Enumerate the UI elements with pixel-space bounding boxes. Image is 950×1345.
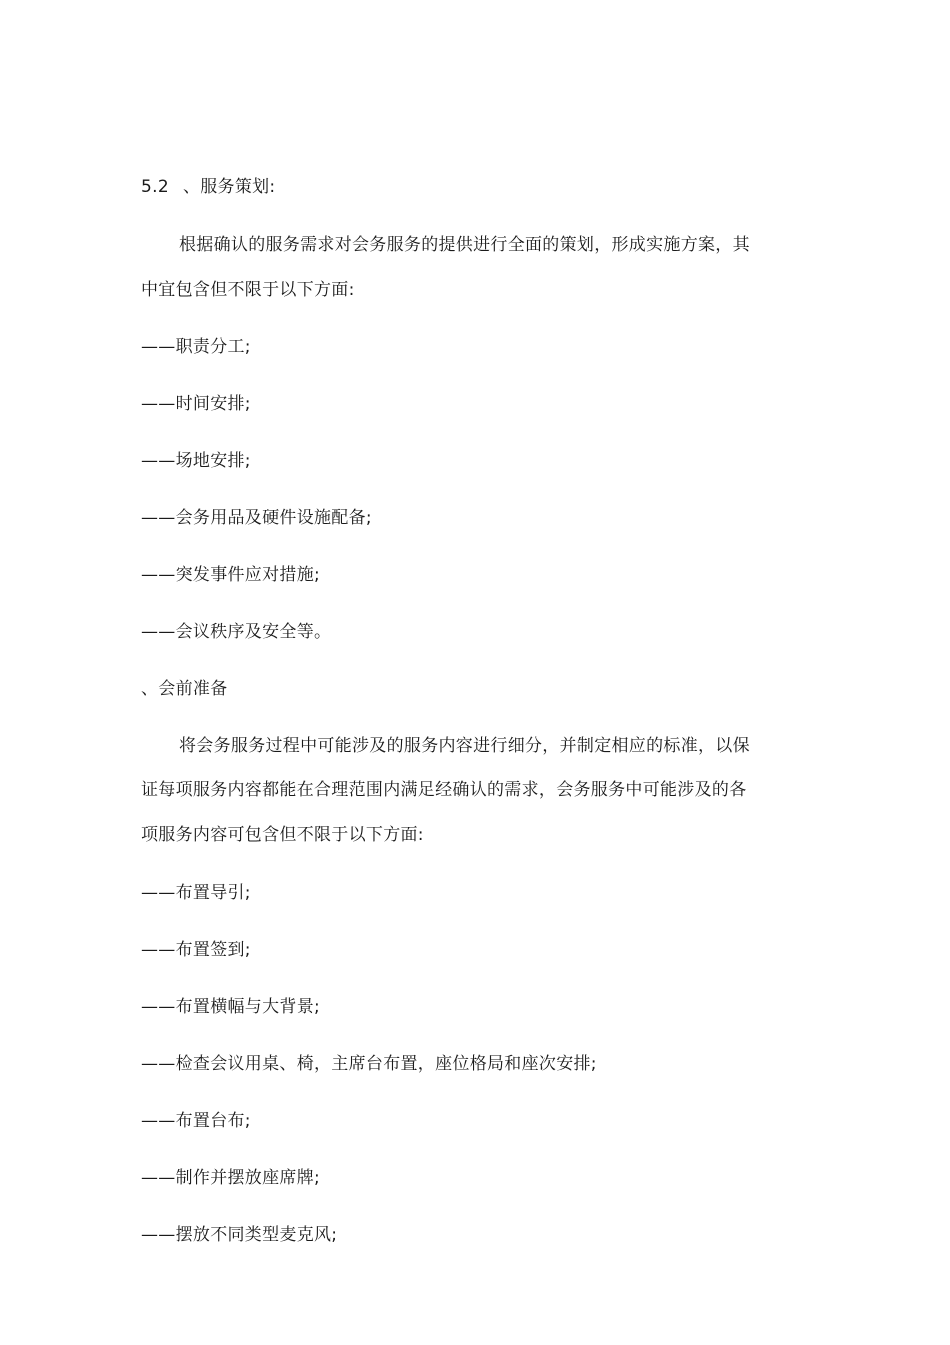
planning-list-item: ——突发事件应对措施; [141,565,321,585]
preparation-list-item: ——布置签到; [141,940,251,960]
preparation-list-item: ——摆放不同类型麦克风; [141,1225,338,1245]
preparation-list-item: ——布置台布; [141,1111,251,1131]
preparation-paragraph-line-1: 将会务服务过程中可能涉及的服务内容进行细分，并制定相应的标准，以保 [179,736,750,756]
preparation-list-item: ——布置横幅与大背景; [141,997,321,1017]
planning-paragraph-line-2: 中宜包含但不限于以下方面: [141,280,355,300]
section-number: 5.2 [141,177,169,197]
section-title: 、服务策划: [182,177,276,197]
preparation-list-item: ——检查会议用桌、椅，主席台布置，座位格局和座次安排; [141,1054,597,1074]
preparation-list-item: ——制作并摆放座席牌; [141,1168,321,1188]
preparation-heading: 、会前准备 [141,679,228,699]
planning-list-item: ——会议秩序及安全等。 [141,622,332,642]
planning-paragraph-line-1: 根据确认的服务需求对会务服务的提供进行全面的策划，形成实施方案，其 [179,235,750,255]
planning-list-item: ——时间安排; [141,394,251,414]
preparation-paragraph-line-2: 证每项服务内容都能在合理范围内满足经确认的需求，会务服务中可能涉及的各 [141,780,747,800]
preparation-list-item: ——布置导引; [141,883,251,903]
section-heading [141,176,275,198]
planning-list-item: ——会务用品及硬件设施配备; [141,508,372,528]
planning-list-item: ——职责分工; [141,337,251,357]
planning-list-item: ——场地安排; [141,451,251,471]
preparation-paragraph-line-3: 项服务内容可包含但不限于以下方面: [141,825,424,845]
